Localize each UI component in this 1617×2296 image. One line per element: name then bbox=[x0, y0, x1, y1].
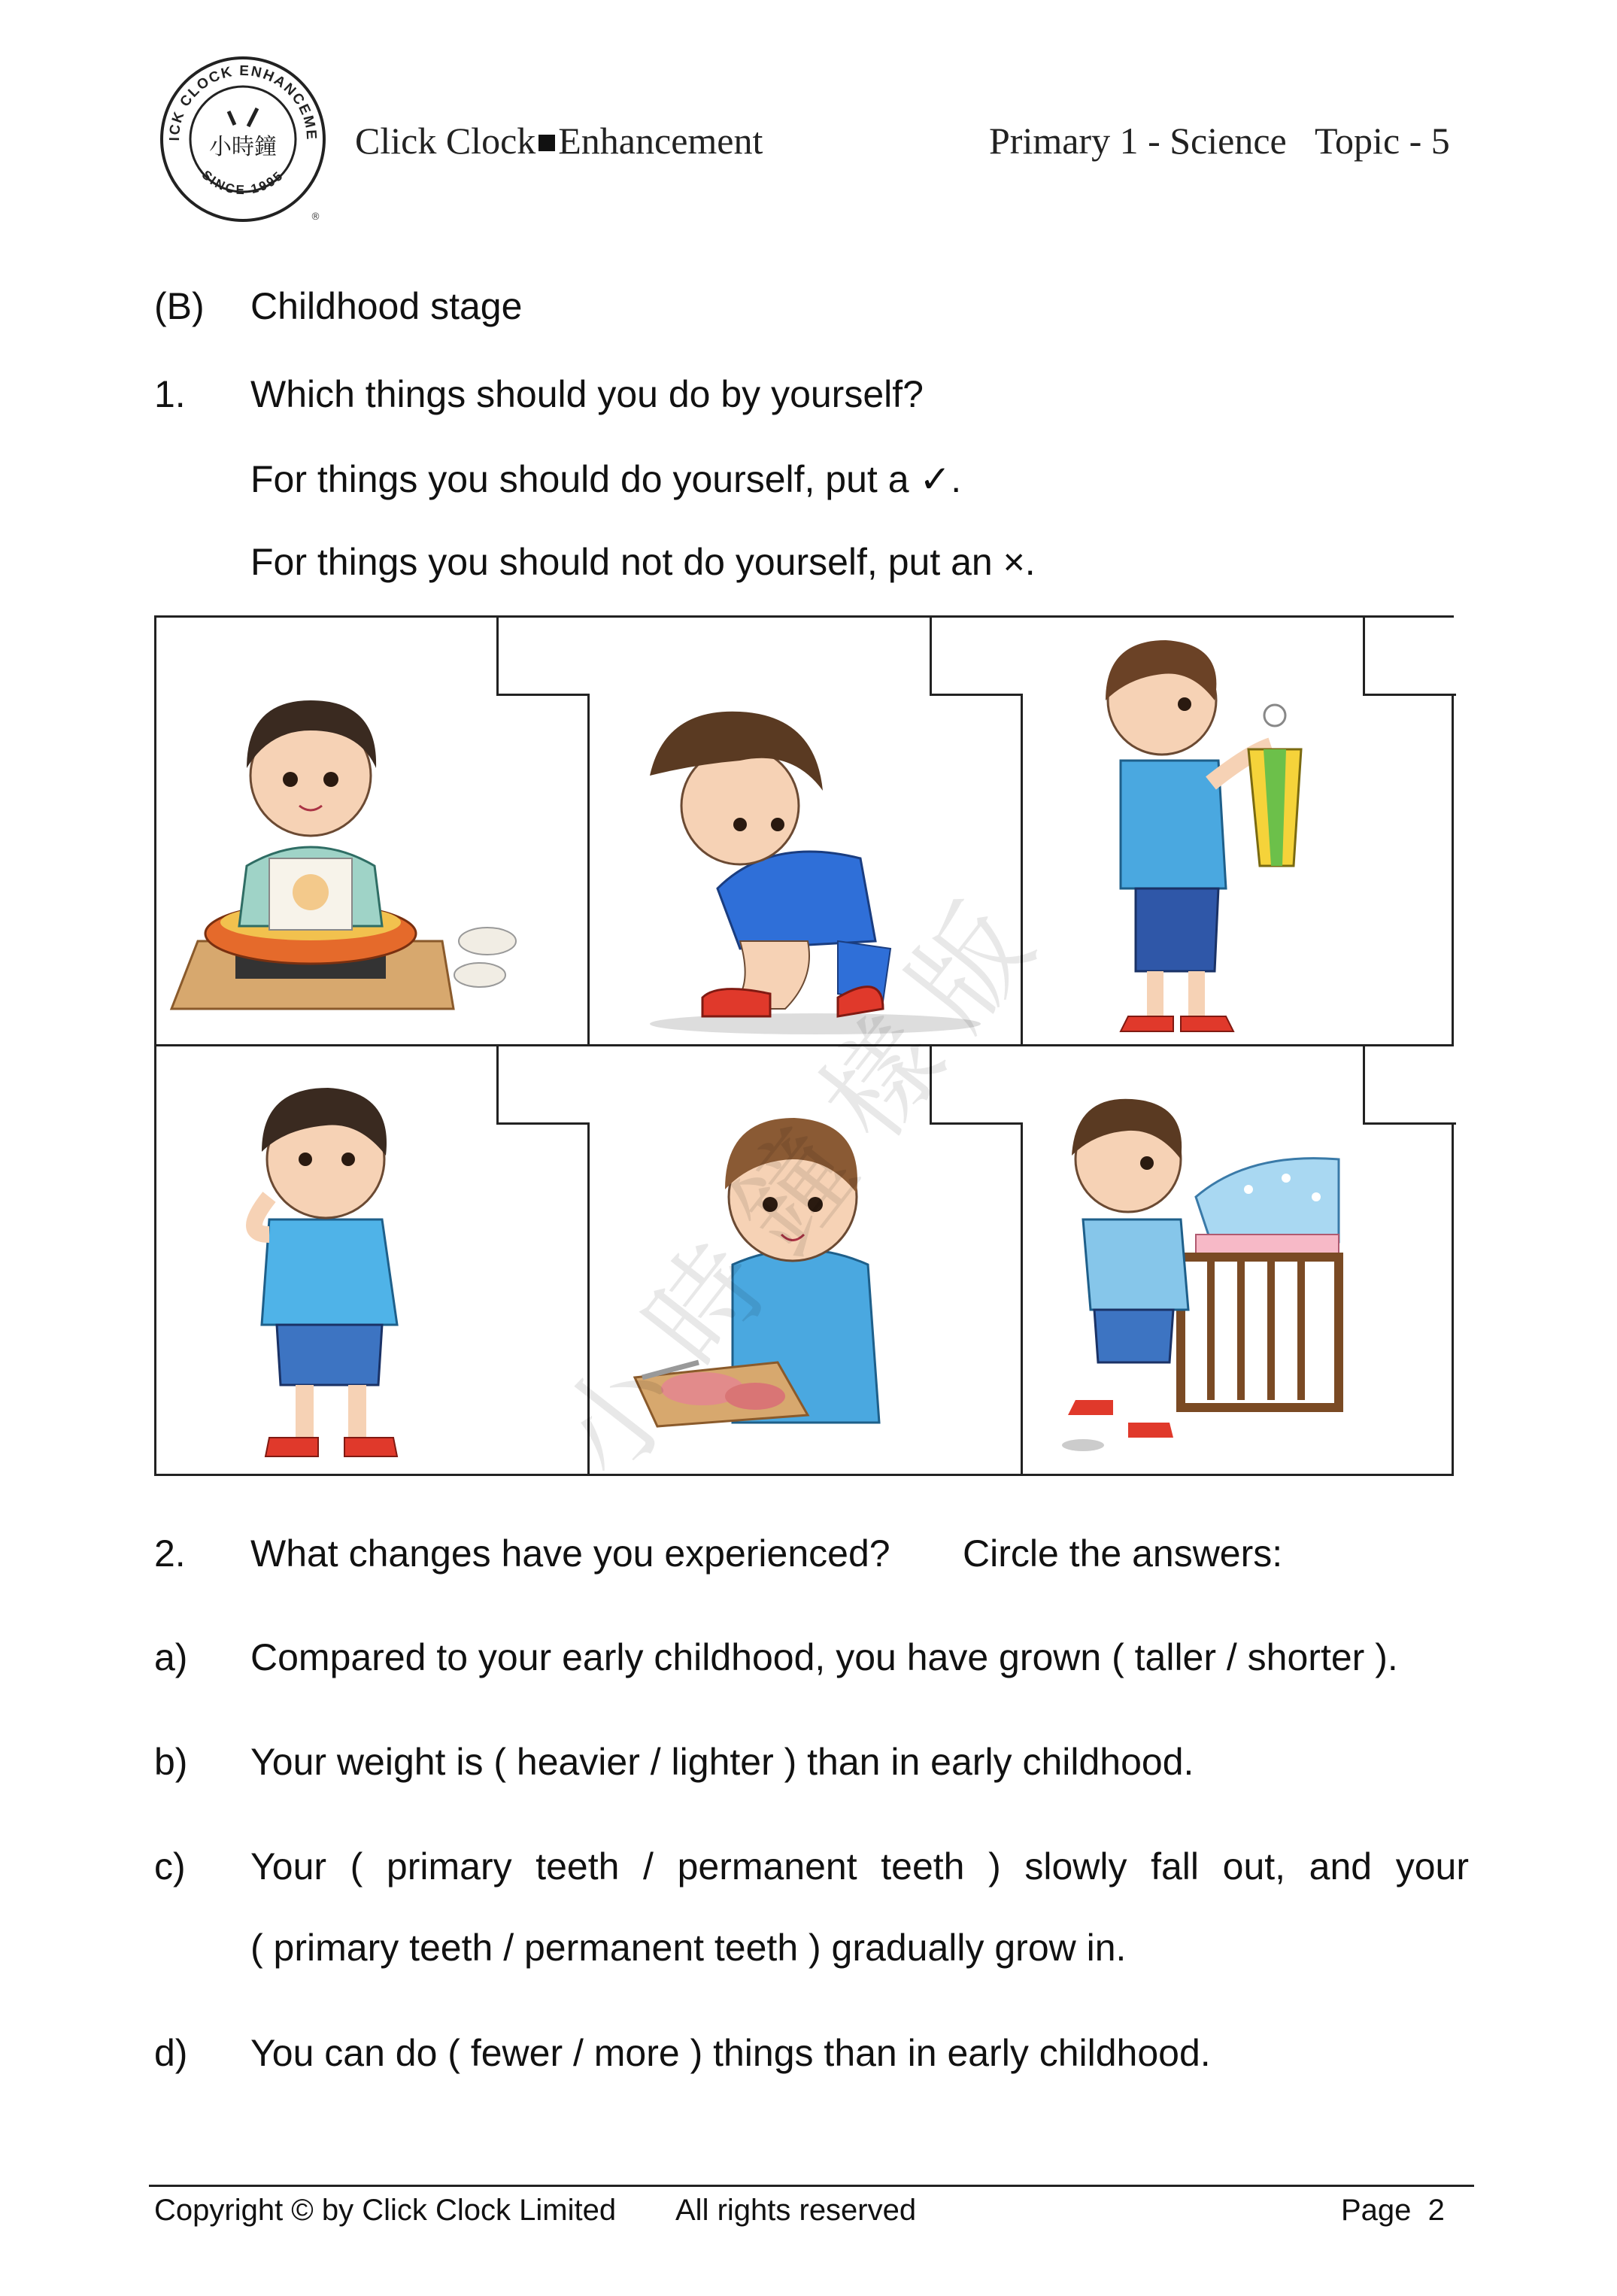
activity-grid bbox=[154, 615, 1454, 1476]
answer-box-cooking[interactable] bbox=[496, 618, 590, 696]
answer-box-brushing-teeth[interactable] bbox=[496, 1046, 590, 1125]
footer-page-label: Page bbox=[1341, 2194, 1412, 2227]
q2a-label: a) bbox=[154, 1636, 188, 1678]
q1-number: 1. bbox=[154, 373, 186, 415]
q2b-label: b) bbox=[154, 1741, 188, 1783]
logo-since: SINCE 1995 bbox=[199, 167, 287, 198]
q2b-text[interactable]: Your weight is ( heavier / lighter ) than in early childhood. bbox=[250, 1741, 1194, 1783]
q1-question: Which things should you do by yourself? bbox=[250, 373, 924, 415]
q2-instruction: Circle the answers: bbox=[963, 1532, 1283, 1575]
logo-chinese: 小時鐘 bbox=[209, 134, 277, 160]
q2c-label: c) bbox=[154, 1845, 186, 1888]
brand-name: Click Clock Enhancement bbox=[355, 120, 763, 162]
activity-cell-cooking bbox=[156, 618, 590, 1046]
activity-cell-cutting-meat bbox=[590, 1046, 1023, 1475]
q1-instruction-cross: For things you should not do yourself, put an ×. bbox=[250, 541, 1036, 583]
section-label: (B) bbox=[154, 285, 205, 327]
answer-box-cutting-meat[interactable] bbox=[930, 1046, 1023, 1125]
q2-question: What changes have you experienced? bbox=[250, 1532, 890, 1575]
q2a-text[interactable]: Compared to your early childhood, you have grown ( taller / shorter ). bbox=[250, 1636, 1398, 1678]
brand-separator-icon bbox=[538, 135, 555, 151]
answer-box-making-bed[interactable] bbox=[1363, 1046, 1456, 1125]
activity-cell-hanging-clothes bbox=[1023, 618, 1456, 1046]
q2c-text-line1[interactable]: Your ( primary teeth / permanent teeth ) slowly fall out, and your bbox=[250, 1845, 1469, 1888]
answer-box-tying-shoelaces[interactable] bbox=[930, 618, 1023, 696]
q2d-text[interactable]: You can do ( fewer / more ) things than in early childhood. bbox=[250, 2032, 1211, 2074]
section-title: Childhood stage bbox=[250, 285, 523, 327]
logo-registered: ® bbox=[311, 211, 320, 223]
footer-copyright: Copyright © by Click Clock Limited bbox=[154, 2194, 617, 2227]
q1-instruction-check: For things you should do yourself, put a ✓. bbox=[250, 458, 962, 500]
answer-box-hanging-clothes[interactable] bbox=[1363, 618, 1456, 696]
footer-divider bbox=[149, 2185, 1474, 2187]
q2-number: 2. bbox=[154, 1532, 186, 1575]
logo-ring-text: ICK CLOCK ENHANCEME bbox=[166, 62, 320, 141]
header-topic: Topic - 5 bbox=[1315, 120, 1450, 162]
footer-page bbox=[1341, 2194, 1445, 2228]
svg-text:SINCE 1995 bbox=[199, 168, 287, 198]
company-logo bbox=[156, 53, 329, 226]
q2d-label: d) bbox=[154, 2032, 188, 2074]
activity-cell-making-bed bbox=[1023, 1046, 1456, 1475]
q2c-text-line2[interactable]: ( primary teeth / permanent teeth ) gradually grow in. bbox=[250, 1927, 1127, 1969]
footer-rights: All rights reserved bbox=[675, 2194, 917, 2227]
activity-cell-tying-shoelaces bbox=[590, 618, 1023, 1046]
activity-cell-brushing-teeth bbox=[156, 1046, 590, 1475]
footer-page-number: 2 bbox=[1427, 2194, 1445, 2227]
header-subject: Primary 1 - Science bbox=[989, 120, 1287, 162]
